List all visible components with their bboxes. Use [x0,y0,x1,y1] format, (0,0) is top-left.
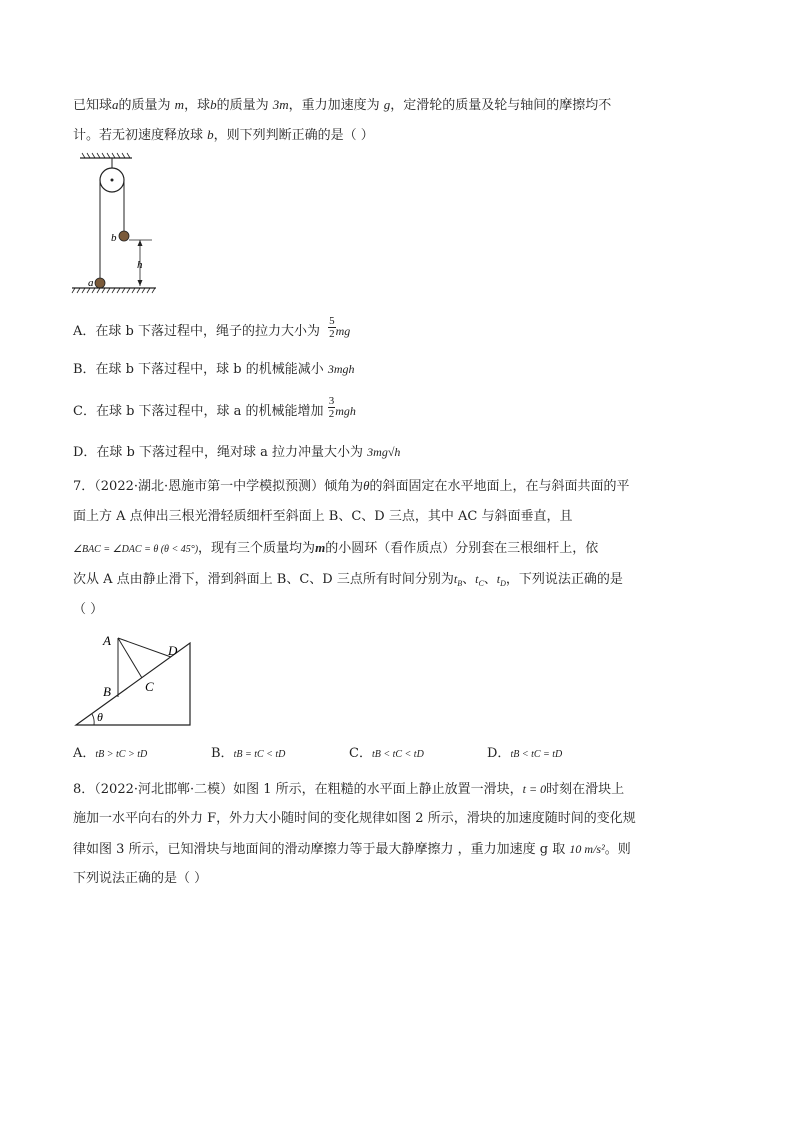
q6-option-b[interactable]: B．在球 b 下落过程中，球 b 的机械能减小 3mgh [73,362,355,377]
q6-intro-line1: 已知球a的质量为 m，球b的质量为 3m，重力加速度为 g，定滑轮的质量及轮与轴间的摩擦均不 [73,97,612,113]
q7-option-b[interactable]: B．tB = tC < tD [211,746,286,761]
label-a: a [88,277,94,289]
q7-option-d[interactable]: D．tB < tC = tD [487,746,563,761]
q7-option-a[interactable]: A．tB > tC > tD [73,746,148,761]
q7-line1: 7．（2022·湖北·恩施市第一中学模拟预测）倾角为θ的斜面固定在水平地面上，在与斜面共面的平 [73,478,630,494]
q8-line1: 8．（2022·河北邯郸·二模）如图 1 所示，在粗糙的水平面上静止放置一滑块，t = 0时刻在滑块上 [73,782,625,797]
q6-option-a[interactable]: A．在球 b 下落过程中，绳子的拉力大小为 $\frac{5}{2}$ mg [73,315,351,340]
label-A: A [103,633,111,648]
q7-line4: 次从 A 点由静止滑下，滑到斜面上 B、C、D 三点所有时间分别为$t_B$、$t_C$、$t_D$，下列说法正确的是 [73,572,623,588]
label-h: h [137,259,143,271]
label-theta: θ [97,710,103,724]
label-C: C [145,679,154,694]
q7-line5: （ ） [73,602,104,617]
label-b: b [111,232,117,244]
pulley-figure [70,152,162,297]
q6-option-c[interactable]: C．在球 b 下落过程中，球 a 的机械能增加 $\frac{3}{2}$ mgh [73,395,356,420]
label-D: D [168,643,178,658]
q7-line3: ∠BAC = ∠DAC = θ (θ < 45°)，现有三个质量均为m的小圆环（看作质点）分别套在三根细杆上，依 [73,540,599,556]
q6-option-d[interactable]: D．在球 b 下落过程中，绳对球 a 拉力冲量大小为 3mg√h [73,445,401,460]
q8-line4: 下列说法正确的是（ ） [73,871,208,886]
label-B: B [103,684,111,699]
q8-line3: 律如图 3 所示，已知滑块与地面间的滑动摩擦力等于最大静摩擦力 ，重力加速度 g 取 10 m/s²。则 [73,842,631,857]
q7-option-c[interactable]: C．tB < tC < tD [349,746,424,761]
q7-line2: 面上方 A 点伸出三根光滑轻质细杆至斜面上 B、C、D 三点，其中 AC 与斜面垂直，且 [73,509,573,524]
q8-line2: 施加一水平向右的外力 F，外力大小随时间的变化规律如图 2 所示，滑块的加速度随时间的变化规 [73,811,636,826]
incline-figure [72,630,194,728]
q6-intro-line2: 计。若无初速度释放球 b，则下列判断正确的是（ ） [73,127,374,143]
